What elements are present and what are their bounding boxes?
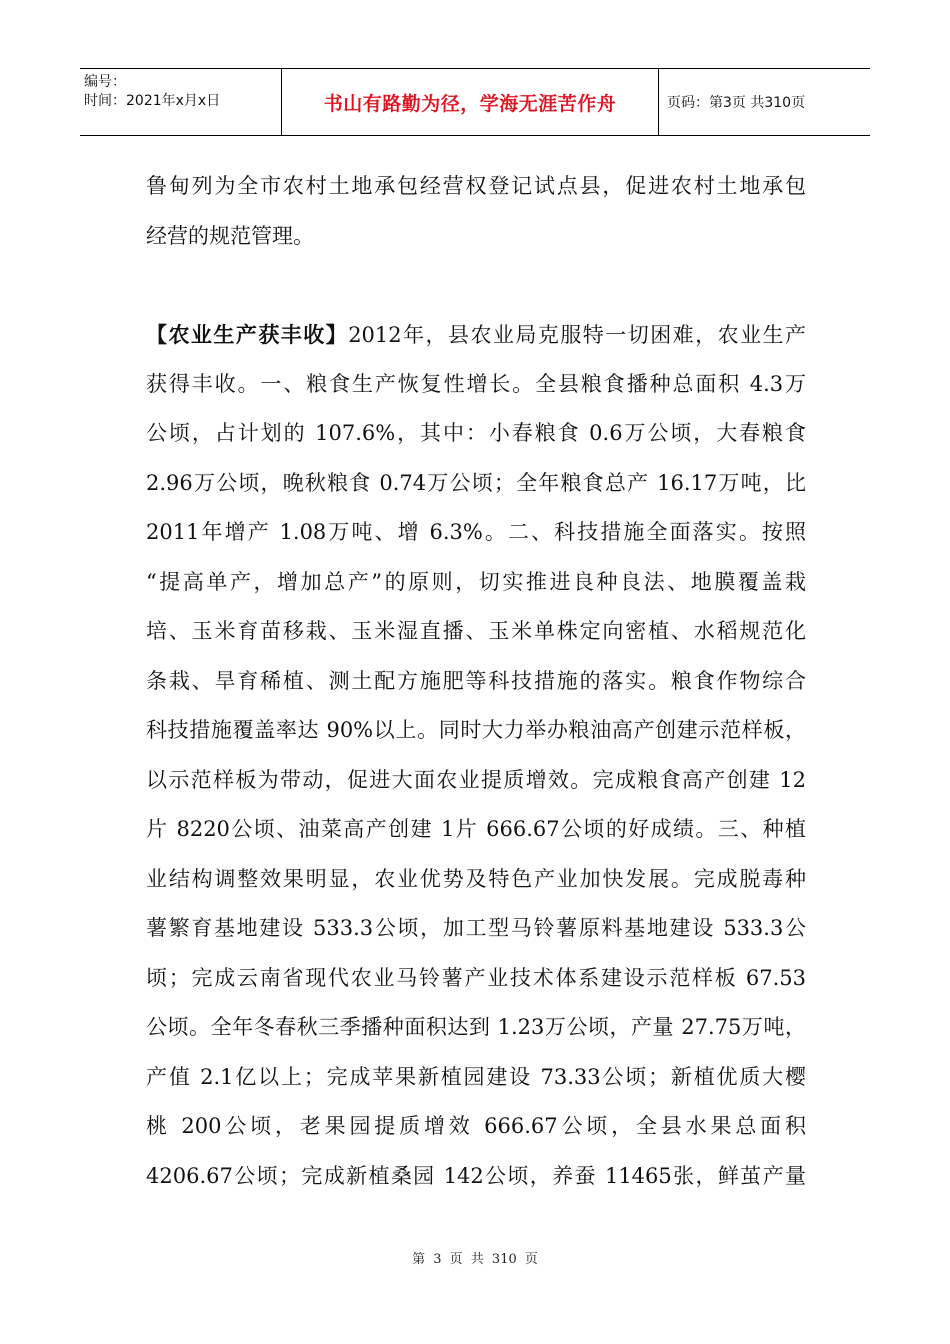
paragraph-heading-line: [146, 310, 806, 360]
paragraph-line: 2011年增产 1.08万吨、增 6.3%。二、科技措施全面落实。按照: [146, 520, 806, 544]
paragraph-line: 鲁甸列为全市农村土地承包经营权登记试点县，促进农村土地承包: [146, 174, 806, 198]
paragraph-line: 桃 200公顷，老果园提质增效 666.67公顷，全县水果总面积: [146, 1114, 806, 1138]
paragraph-line: 公顷，占计划的 107.6%，其中：小春粮食 0.6万公顷，大春粮食: [146, 421, 806, 445]
paragraph-line: 科技措施覆盖率达 90%以上。同时大力举办粮油高产创建示范样板，: [146, 718, 806, 742]
header-meta-cell: [80, 69, 282, 135]
paragraph-line: 业结构调整效果明显，农业优势及特色产业加快发展。完成脱毒种: [146, 866, 806, 891]
document-body: [146, 162, 806, 1201]
paragraph-line: 产值 2.1亿以上；完成苹果新植园建设 73.33公顷；新植优质大樱: [146, 1064, 806, 1089]
paragraph-gap: [146, 261, 806, 310]
header-motto: 书山有路勤为径，学海无涯苦作舟: [282, 69, 659, 135]
paragraph-line-text: 2012年，县农业局克服特一切困难，农业生产: [348, 323, 806, 347]
paragraph-line: “提高单产，增加总产”的原则，切实推进良种良法、地膜覆盖栽: [146, 569, 806, 594]
paragraph-line: 培、玉米育苗移栽、玉米湿直播、玉米单株定向密植、水稻规范化: [146, 619, 806, 643]
paragraph-line: 获得丰收。一、粮食生产恢复性增长。全县粮食播种总面积 4.3万: [146, 371, 806, 396]
page-footer: 第 3 页 共 310 页: [412, 1252, 538, 1267]
paragraph-line: 薯繁育基地建设 533.3公顷，加工型马铃薯原料基地建设 533.3公: [146, 916, 806, 940]
paragraph-line: 片 8220公顷、油菜高产创建 1片 666.67公顷的好成绩。三、种植: [146, 817, 806, 841]
paragraph-line: 以示范样板为带动，促进大面农业提质增效。完成粮食高产创建 12: [146, 767, 806, 792]
document-number-label: 编号：: [84, 74, 126, 90]
document-time-label: 时间：2021年x月x日: [84, 93, 221, 109]
section-heading: 【农业生产获丰收】: [146, 322, 349, 347]
paragraph-line: 经营的规范管理。: [146, 223, 314, 248]
paragraph-line: 公顷。全年冬春秋三季播种面积达到 1.23万公顷，产量 27.75万吨，: [146, 1015, 806, 1039]
header-page-info: 页码：第3页 共310页: [667, 95, 806, 111]
page-header: [80, 68, 870, 136]
paragraph-line: 顷；完成云南省现代农业马铃薯产业技术体系建设示范样板 67.53: [146, 965, 806, 990]
paragraph-line: 2.96万公顷，晚秋粮食 0.74万公顷；全年粮食总产 16.17万吨，比: [146, 470, 806, 495]
paragraph-line: 条栽、旱育稀植、测土配方施肥等科技措施的落实。粮食作物综合: [146, 668, 806, 693]
paragraph-line: 4206.67公顷；完成新植桑园 142公顷，养蚕 11465张，鲜茧产量: [146, 1163, 806, 1188]
